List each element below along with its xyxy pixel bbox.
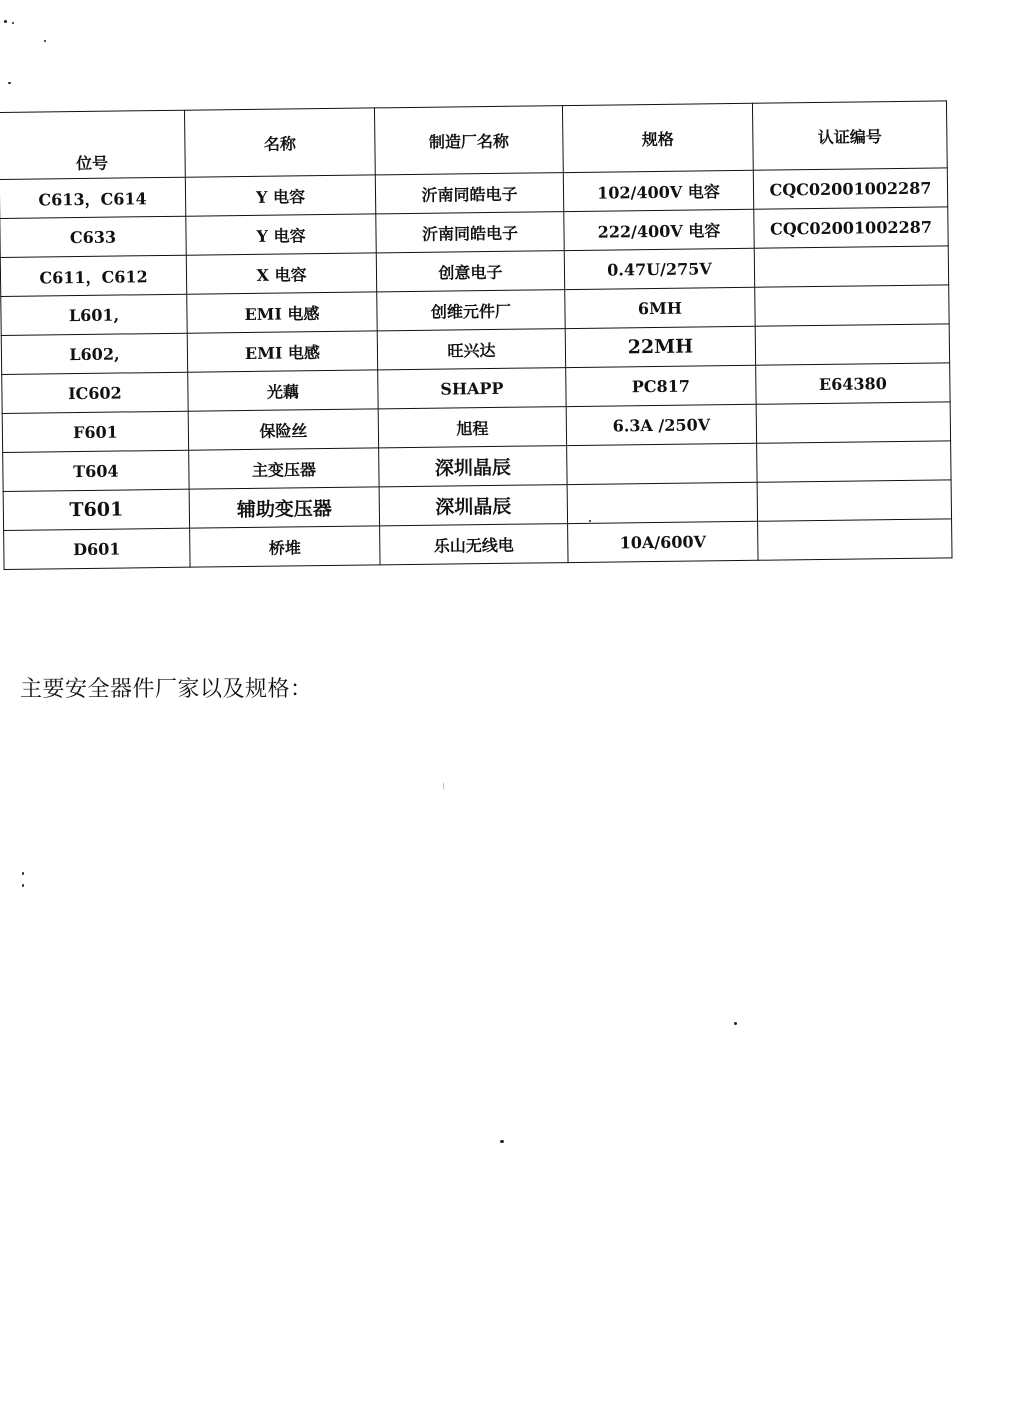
- cell-manufacturer: 沂南同皓电子: [375, 173, 563, 214]
- cell-name: 保险丝: [188, 409, 378, 450]
- header-manufacturer: 制造厂名称: [374, 106, 563, 175]
- cell-manufacturer: 旭程: [378, 407, 566, 448]
- cell-cert-number: CQC02001002287: [753, 168, 947, 209]
- cell-cert-number: CQC02001002287: [754, 207, 948, 248]
- cell-spec: [567, 443, 757, 484]
- cell-spec: 6.3A /250V: [566, 404, 756, 445]
- cell-name: 桥堆: [190, 526, 380, 567]
- cell-manufacturer: 创意电子: [376, 251, 564, 292]
- cell-manufacturer: 旺兴达: [377, 329, 565, 370]
- cell-position: L601,: [1, 294, 187, 335]
- cell-position: C633: [0, 216, 186, 257]
- cell-spec: [567, 482, 757, 523]
- cell-cert-number: [755, 324, 949, 365]
- cell-position: C611，C612: [0, 255, 186, 296]
- scan-speck: [22, 884, 24, 887]
- cell-name: Y 电容: [186, 214, 376, 255]
- cell-position: C613，C614: [0, 177, 186, 218]
- scan-speck: [12, 22, 14, 24]
- cell-name: X 电容: [186, 253, 376, 294]
- cell-position: F601: [2, 411, 188, 452]
- cell-cert-number: E64380: [756, 363, 950, 404]
- cell-spec: PC817: [566, 365, 756, 406]
- cell-manufacturer: 深圳晶辰: [379, 485, 567, 526]
- cell-name: EMI 电感: [187, 331, 377, 372]
- cell-name: 辅助变压器: [189, 487, 379, 528]
- cell-manufacturer: 深圳晶辰: [379, 446, 567, 487]
- header-spec: 规格: [562, 103, 753, 172]
- cell-manufacturer: 乐山无线电: [380, 524, 568, 565]
- cell-name: 光藕: [188, 370, 378, 411]
- cell-spec: 222/400V 电容: [564, 209, 754, 250]
- scan-speck: [500, 1140, 504, 1143]
- cell-spec: 0.47U/275V: [564, 248, 754, 289]
- table-header-row: [0, 101, 947, 180]
- scan-speck: [734, 1022, 737, 1025]
- cell-cert-number: [757, 441, 951, 482]
- scan-speck: [44, 40, 46, 42]
- cell-manufacturer: SHAPP: [378, 368, 566, 409]
- cell-spec: 10A/600V: [568, 521, 758, 562]
- cell-manufacturer: 创维元件厂: [377, 290, 565, 331]
- cell-position: IC602: [2, 372, 188, 413]
- cell-cert-number: [757, 480, 951, 521]
- cell-name: Y 电容: [185, 175, 375, 216]
- cell-cert-number: [758, 519, 952, 560]
- cell-spec: 102/400V 电容: [563, 170, 753, 211]
- scan-speck: [4, 20, 7, 23]
- cell-name: 主变压器: [189, 448, 379, 489]
- scan-speck: [22, 872, 24, 875]
- cell-name: EMI 电感: [187, 292, 377, 333]
- cell-spec: 22MH: [565, 326, 755, 367]
- cell-cert-number: [755, 285, 949, 326]
- scan-speck: [443, 782, 444, 790]
- cell-cert-number: [756, 402, 950, 443]
- header-position: 位号: [0, 110, 185, 179]
- cell-position: T604: [3, 450, 189, 491]
- section-heading: 主要安全器件厂家以及规格：: [20, 677, 313, 702]
- components-table: [0, 100, 953, 570]
- cell-position: T601: [3, 489, 189, 530]
- cell-position: L602,: [1, 333, 187, 374]
- header-cert-number: 认证编号: [752, 101, 947, 170]
- components-table-wrapper: [0, 100, 952, 570]
- cell-spec: 6MH: [565, 287, 755, 328]
- scan-speck: [8, 82, 11, 84]
- cell-cert-number: [754, 246, 948, 287]
- cell-position: D601: [4, 528, 190, 569]
- cell-manufacturer: 沂南同皓电子: [376, 212, 564, 253]
- header-name: 名称: [184, 108, 375, 177]
